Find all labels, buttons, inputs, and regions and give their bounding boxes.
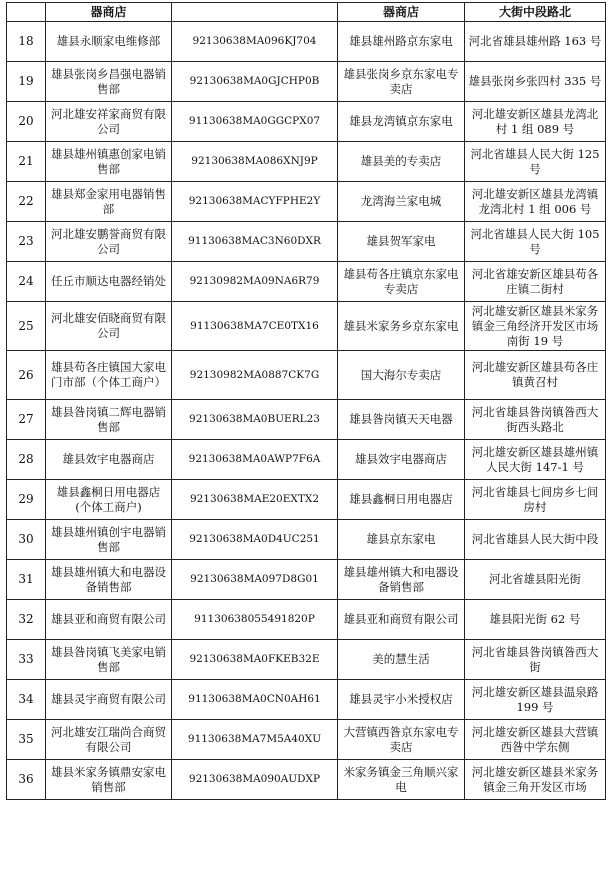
credit-code: 92130638MA096KJ704 bbox=[172, 22, 338, 62]
merchant-name: 雄县昝岗镇飞美家电销售部 bbox=[46, 640, 172, 680]
table-row bbox=[7, 222, 606, 262]
store-address: 河北雄安新区雄县米家务镇金三角经济开发区市场南街 19 号 bbox=[465, 302, 606, 351]
row-number: 20 bbox=[7, 102, 46, 142]
store-name: 美的慧生活 bbox=[338, 640, 465, 680]
header-credit-code bbox=[172, 3, 338, 22]
table-row bbox=[7, 520, 606, 560]
row-number: 30 bbox=[7, 520, 46, 560]
merchant-name: 雄县雄州镇大和电器设备销售部 bbox=[46, 560, 172, 600]
store-address: 河北雄安新区雄县温泉路 199 号 bbox=[465, 680, 606, 720]
credit-code: 92130638MA0AWP7F6A bbox=[172, 440, 338, 480]
row-number: 31 bbox=[7, 560, 46, 600]
store-address: 河北省雄县昝岗镇昝西大街 bbox=[465, 640, 606, 680]
merchant-table bbox=[6, 2, 606, 800]
store-address: 河北省雄县昝岗镇昝西大街西头路北 bbox=[465, 400, 606, 440]
row-number: 24 bbox=[7, 262, 46, 302]
row-number: 18 bbox=[7, 22, 46, 62]
table-row bbox=[7, 22, 606, 62]
store-address: 河北雄安新区雄县苟各庄镇黄召村 bbox=[465, 351, 606, 400]
merchant-name: 雄县苟各庄镇国大家电门市部（个体工商户） bbox=[46, 351, 172, 400]
merchant-name: 雄县亚和商贸有限公司 bbox=[46, 600, 172, 640]
merchant-name: 雄县雄州镇惠创家电销售部 bbox=[46, 142, 172, 182]
header-store-name: 器商店 bbox=[338, 3, 465, 22]
store-name: 雄县京东家电 bbox=[338, 520, 465, 560]
store-name: 龙湾海兰家电城 bbox=[338, 182, 465, 222]
store-address: 河北雄安新区雄县龙湾北村 1 组 089 号 bbox=[465, 102, 606, 142]
store-address: 河北省雄县人民大街 105 号 bbox=[465, 222, 606, 262]
row-number: 27 bbox=[7, 400, 46, 440]
merchant-name: 河北雄安江瑞尚合商贸有限公司 bbox=[46, 720, 172, 760]
store-name: 雄县灵宇小米授权店 bbox=[338, 680, 465, 720]
store-address: 河北省雄县雄州路 163 号 bbox=[465, 22, 606, 62]
merchant-name: 河北雄安祥家商贸有限公司 bbox=[46, 102, 172, 142]
table-row bbox=[7, 102, 606, 142]
credit-code: 91130638MA0GGCPX07 bbox=[172, 102, 338, 142]
store-address: 河北省雄县阳光街 bbox=[465, 560, 606, 600]
credit-code: 91130638MA0CN0AH61 bbox=[172, 680, 338, 720]
store-name: 米家务镇金三角顺兴家电 bbox=[338, 760, 465, 800]
store-name: 大营镇西昝京东家电专卖店 bbox=[338, 720, 465, 760]
credit-code: 92130638MACYFPHE2Y bbox=[172, 182, 338, 222]
store-name: 雄县张岗乡京东家电专卖店 bbox=[338, 62, 465, 102]
merchant-name: 雄县鑫桐日用电器店(个体工商户) bbox=[46, 480, 172, 520]
store-address: 雄县阳光街 62 号 bbox=[465, 600, 606, 640]
table-row bbox=[7, 560, 606, 600]
table-row bbox=[7, 600, 606, 640]
row-number: 22 bbox=[7, 182, 46, 222]
table-row bbox=[7, 142, 606, 182]
store-address: 河北雄安新区雄县雄州镇人民大街 147-1 号 bbox=[465, 440, 606, 480]
store-name: 雄县昝岗镇天天电器 bbox=[338, 400, 465, 440]
row-number: 33 bbox=[7, 640, 46, 680]
merchant-name: 雄县灵宇商贸有限公司 bbox=[46, 680, 172, 720]
credit-code: 91130638055491820P bbox=[172, 600, 338, 640]
row-number: 36 bbox=[7, 760, 46, 800]
store-name: 雄县龙湾镇京东家电 bbox=[338, 102, 465, 142]
credit-code: 92130638MAE20EXTX2 bbox=[172, 480, 338, 520]
store-address: 河北省雄县七间房乡七间房村 bbox=[465, 480, 606, 520]
credit-code: 91130638MA7CE0TX16 bbox=[172, 302, 338, 351]
credit-code: 91130638MAC3N60DXR bbox=[172, 222, 338, 262]
store-name: 雄县亚和商贸有限公司 bbox=[338, 600, 465, 640]
row-number: 25 bbox=[7, 302, 46, 351]
merchant-name: 雄县米家务镇鼎安家电销售部 bbox=[46, 760, 172, 800]
store-name: 雄县雄州镇大和电器设备销售部 bbox=[338, 560, 465, 600]
table-body bbox=[7, 22, 606, 800]
table-row bbox=[7, 351, 606, 400]
store-name: 雄县贺军家电 bbox=[338, 222, 465, 262]
row-number: 29 bbox=[7, 480, 46, 520]
table-row bbox=[7, 680, 606, 720]
store-address: 河北省雄县人民大街中段 bbox=[465, 520, 606, 560]
store-address: 河北雄安新区雄县龙湾镇龙湾北村 1 组 006 号 bbox=[465, 182, 606, 222]
store-address: 雄县张岗乡张四村 335 号 bbox=[465, 62, 606, 102]
merchant-name: 雄县效宇电器商店 bbox=[46, 440, 172, 480]
row-number: 19 bbox=[7, 62, 46, 102]
table-row bbox=[7, 760, 606, 800]
store-name: 国大海尔专卖店 bbox=[338, 351, 465, 400]
table-row bbox=[7, 262, 606, 302]
table-row bbox=[7, 720, 606, 760]
credit-code: 92130638MA097D8G01 bbox=[172, 560, 338, 600]
row-number: 21 bbox=[7, 142, 46, 182]
credit-code: 92130638MA0D4UC251 bbox=[172, 520, 338, 560]
credit-code: 92130638MA090AUDXP bbox=[172, 760, 338, 800]
credit-code: 92130638MA0BUERL23 bbox=[172, 400, 338, 440]
credit-code: 92130982MA09NA6R79 bbox=[172, 262, 338, 302]
table-header-row bbox=[7, 3, 606, 22]
table-row bbox=[7, 302, 606, 351]
table-row bbox=[7, 440, 606, 480]
store-address: 河北雄安新区雄县大营镇西昝中学东侧 bbox=[465, 720, 606, 760]
row-number: 26 bbox=[7, 351, 46, 400]
merchant-name: 河北雄安佰晓商贸有限公司 bbox=[46, 302, 172, 351]
row-number: 23 bbox=[7, 222, 46, 262]
credit-code: 92130982MA0887CK7G bbox=[172, 351, 338, 400]
credit-code: 92130638MA0FKEB32E bbox=[172, 640, 338, 680]
store-name: 雄县雄州路京东家电 bbox=[338, 22, 465, 62]
table-row bbox=[7, 400, 606, 440]
store-address: 河北雄安新区雄县米家务镇金三角开发区市场 bbox=[465, 760, 606, 800]
row-number: 35 bbox=[7, 720, 46, 760]
store-address: 河北省雄安新区雄县苟各庄镇二街村 bbox=[465, 262, 606, 302]
store-name: 雄县效宇电器商店 bbox=[338, 440, 465, 480]
merchant-name: 雄县雄州镇创宇电器销售部 bbox=[46, 520, 172, 560]
row-number: 34 bbox=[7, 680, 46, 720]
table-row bbox=[7, 640, 606, 680]
merchant-name: 河北雄安鹏誉商贸有限公司 bbox=[46, 222, 172, 262]
merchant-name: 雄县郑金家用电器销售部 bbox=[46, 182, 172, 222]
store-name: 雄县苟各庄镇京东家电专卖店 bbox=[338, 262, 465, 302]
merchant-name: 雄县永顺家电维修部 bbox=[46, 22, 172, 62]
store-address: 河北省雄县人民大街 125 号 bbox=[465, 142, 606, 182]
credit-code: 92130638MA0GJCHP0B bbox=[172, 62, 338, 102]
row-number: 28 bbox=[7, 440, 46, 480]
table-row bbox=[7, 182, 606, 222]
header-merchant-name: 器商店 bbox=[46, 3, 172, 22]
credit-code: 91130638MA7M5A40XU bbox=[172, 720, 338, 760]
store-name: 雄县米家务乡京东家电 bbox=[338, 302, 465, 351]
row-number: 32 bbox=[7, 600, 46, 640]
merchant-name: 雄县张岗乡昌强电器销售部 bbox=[46, 62, 172, 102]
merchant-name: 雄县昝岗镇二辉电器销售部 bbox=[46, 400, 172, 440]
merchant-name: 任丘市顺达电器经销处 bbox=[46, 262, 172, 302]
credit-code: 92130638MA086XNJ9P bbox=[172, 142, 338, 182]
header-number bbox=[7, 3, 46, 22]
store-name: 雄县鑫桐日用电器店 bbox=[338, 480, 465, 520]
header-address: 大街中段路北 bbox=[465, 3, 606, 22]
table-row bbox=[7, 62, 606, 102]
table-row bbox=[7, 480, 606, 520]
store-name: 雄县美的专卖店 bbox=[338, 142, 465, 182]
